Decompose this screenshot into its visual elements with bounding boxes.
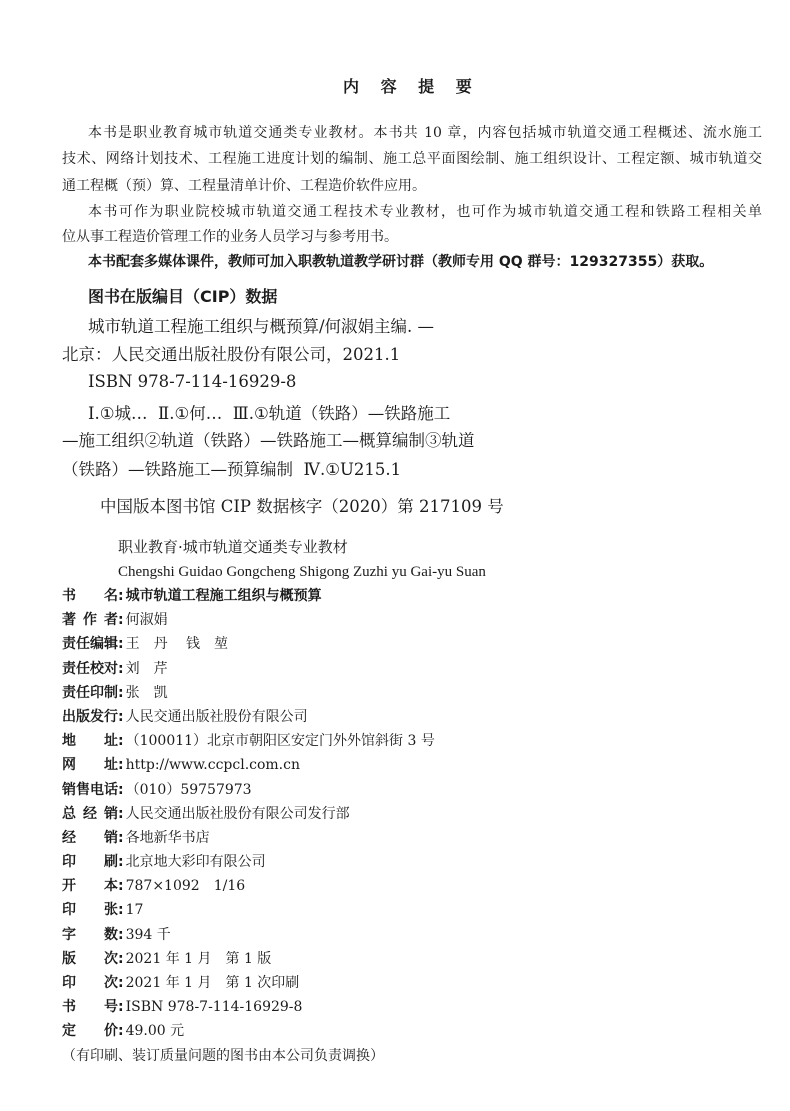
colophon-row-format (62, 874, 762, 898)
row-value: 刘 芹 (125, 660, 168, 677)
row-label: 开 本 (62, 878, 118, 895)
row-label: 责任校对 (62, 660, 118, 677)
row-value: ISBN 978-7-114-16929-8 (125, 999, 303, 1016)
row-label: 印 刷 (62, 854, 118, 871)
row-colon: : (118, 636, 124, 653)
row-value: http://www.ccpcl.com.cn (125, 757, 300, 774)
title-pinyin: Chengshi Guidao Gongcheng Shigong Zuzhi yu Gai-yu Suan (118, 564, 486, 580)
row-colon: : (118, 829, 124, 846)
colophon-row-sheets (62, 898, 762, 922)
row-colon: : (118, 950, 124, 967)
row-label: 印 张 (62, 902, 118, 919)
row-label: 出版发行 (62, 708, 118, 725)
row-value: 2021 年 1 月 第 1 版 (125, 950, 272, 967)
row-value: 49.00 元 (125, 1023, 185, 1040)
summary-paragraph-1-line-3: 通工程概（预）算、工程量清单计价、工程造价软件应用。 (62, 178, 426, 194)
cip-classification-line-2: —施工组织②轨道（铁路）—铁路施工—概算编制③轨道 (62, 431, 475, 450)
colophon-row-author (62, 608, 762, 632)
row-colon: : (118, 854, 124, 871)
row-colon: : (118, 660, 124, 677)
row-label: 销售电话 (62, 781, 118, 798)
row-label: 书 号 (62, 999, 118, 1016)
row-value: 787×1092 1/16 (125, 878, 246, 895)
colophon-row-proofreader (62, 657, 762, 681)
row-value: 何淑娟 (125, 612, 168, 629)
quality-note: （有印刷、装订质量问题的图书由本公司负责调换） (62, 1047, 384, 1064)
colophon-row-distributor (62, 826, 762, 850)
summary-title: 内 容 提 要 (343, 77, 480, 96)
colophon-row-printing (62, 971, 762, 995)
colophon-row-sales-phone (62, 778, 762, 802)
row-label: 总 经 销 (62, 805, 118, 822)
quality-note-row (62, 1044, 762, 1068)
row-label: 定 价 (62, 1023, 118, 1040)
row-label: 书 名 (62, 588, 118, 604)
row-colon: : (118, 999, 124, 1016)
row-colon: : (118, 902, 124, 919)
row-value: 2021 年 1 月 第 1 次印刷 (125, 975, 300, 991)
row-value: 人民交通出版社股份有限公司发行部 (125, 805, 350, 822)
row-colon: : (118, 878, 124, 895)
colophon-row-editor (62, 632, 762, 656)
colophon-row-isbn (62, 995, 762, 1019)
row-label: 责任印制 (62, 684, 118, 701)
row-value: 17 (125, 902, 144, 919)
summary-paragraph-1-line-1: 本书是职业教育城市轨道交通类专业教材。本书共 10 章，内容包括城市轨道交通工程概述、流水施工 (88, 125, 762, 141)
row-label: 经 销 (62, 829, 118, 846)
cip-heading: 图书在版编目（CIP）数据 (88, 287, 278, 306)
colophon-row-address (62, 729, 762, 753)
row-colon: : (118, 805, 124, 822)
cip-classification-line-1: Ⅰ.①城… Ⅱ.①何… Ⅲ.①轨道（铁路）—铁路施工 (88, 404, 451, 423)
colophon-row-price (62, 1019, 762, 1043)
row-label: 网 址 (62, 757, 118, 774)
row-value: （100011）北京市朝阳区安定门外外馆斜街 3 号 (125, 733, 435, 750)
colophon-row-print-supervisor (62, 681, 762, 705)
row-label: 著 作 者 (62, 612, 118, 629)
row-value: 王 丹 钱 堃 (125, 636, 229, 653)
row-label: 字 数 (62, 926, 118, 943)
cip-line-title: 城市轨道工程施工组织与概预算/何淑娟主编. — (88, 317, 435, 336)
summary-paragraph-2-line-2: 位从事工程造价管理工作的业务人员学习与参考用书。 (62, 229, 398, 245)
row-value: 人民交通出版社股份有限公司 (125, 708, 308, 725)
cip-line-isbn: ISBN 978-7-114-16929-8 (88, 372, 297, 391)
row-value: 张 凯 (125, 684, 168, 701)
row-colon: : (118, 975, 124, 991)
courseware-notice: 本书配套多媒体课件，教师可加入职教轨道教学研讨群（教师专用 QQ 群号：129327355）获取。 (88, 254, 714, 270)
row-value: 城市轨道工程施工组织与概预算 (125, 588, 322, 604)
summary-paragraph-1-line-2: 技术、网络计划技术、工程施工进度计划的编制、施工总平面图绘制、施工组织设计、工程定额、城市轨道交 (62, 151, 762, 167)
row-colon: : (118, 781, 124, 798)
row-colon: : (118, 757, 124, 774)
row-colon: : (118, 708, 124, 725)
row-label: 版 次 (62, 950, 118, 967)
colophon-table (62, 584, 762, 1068)
cip-classification-line-3: （铁路）—铁路施工—预算编制 Ⅳ.①U215.1 (62, 460, 402, 479)
row-value: 394 千 (125, 926, 171, 943)
cip-line-publisher: 北京：人民交通出版社股份有限公司，2021.1 (62, 345, 401, 364)
row-value: 北京地大彩印有限公司 (125, 854, 266, 871)
colophon-row-printer (62, 850, 762, 874)
row-value: （010）59757973 (125, 781, 252, 798)
row-label: 责任编辑 (62, 636, 118, 653)
colophon-row-edition (62, 947, 762, 971)
row-label: 地 址 (62, 733, 118, 750)
row-colon: : (118, 733, 124, 750)
row-colon: : (118, 1023, 124, 1040)
row-colon: : (118, 926, 124, 943)
row-colon: : (118, 684, 124, 701)
series-name: 职业教育·城市轨道交通类专业教材 (118, 538, 348, 556)
colophon-row-general-distributor (62, 802, 762, 826)
row-colon: : (118, 612, 124, 629)
colophon-row-website (62, 753, 762, 777)
row-label: 印 次 (62, 975, 118, 991)
colophon-row-publisher (62, 705, 762, 729)
colophon-row-word-count (62, 923, 762, 947)
colophon-row-title (62, 584, 762, 608)
summary-paragraph-2-line-1: 本书可作为职业院校城市轨道交通工程技术专业教材，也可作为城市轨道交通工程和铁路工程相关单 (88, 204, 762, 220)
row-value: 各地新华书店 (125, 829, 210, 846)
cip-record-number: 中国版本图书馆 CIP 数据核字（2020）第 217109 号 (100, 497, 504, 516)
row-colon: : (118, 588, 124, 604)
